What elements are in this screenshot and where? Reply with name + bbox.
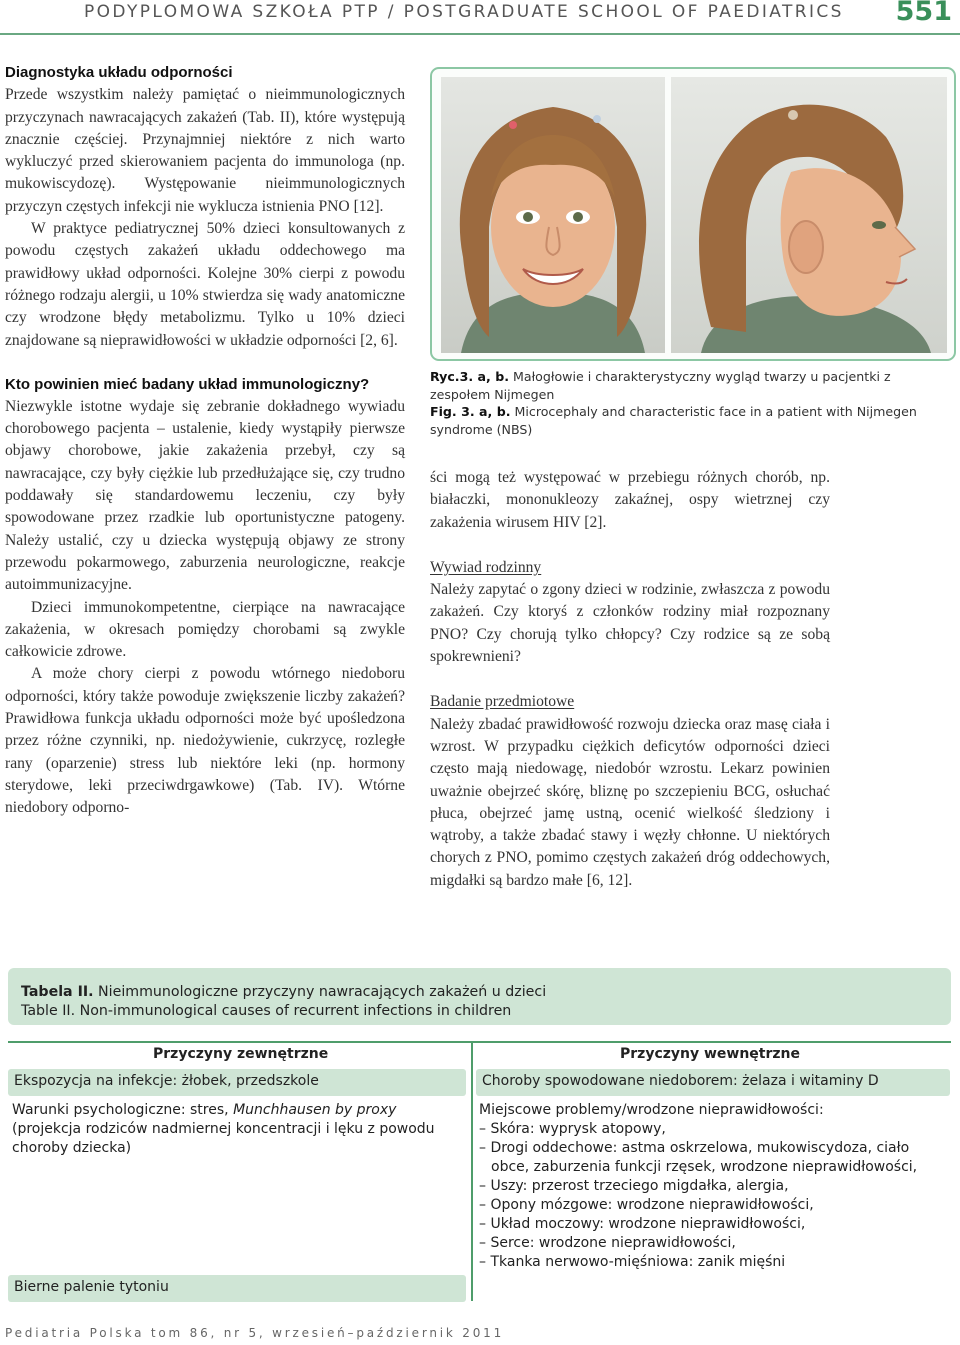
- figure-frame: [430, 67, 956, 361]
- page-number: 551: [895, 0, 952, 27]
- table-row-band: [8, 1069, 466, 1096]
- header-rule: [0, 33, 960, 35]
- list-item: – Opony mózgowe: wrodzone nieprawidłowości,: [479, 1197, 814, 1213]
- column-header-internal: Przyczyny wewnętrzne: [620, 1046, 801, 1062]
- caption-en-text: Microcephaly and characteristic face in a patient with Nijmegen syndrome (NBS): [430, 404, 917, 437]
- list-item: – Tkanka nerwowo-mięśniowa: zanik mięśni: [479, 1254, 786, 1270]
- running-head: PODYPLOMOWA SZKOŁA PTP / POSTGRADUATE SCHOOL OF PAEDIATRICS: [84, 2, 844, 22]
- table-title-box: [8, 968, 951, 1025]
- table-cell: Bierne palenie tytoniu: [14, 1279, 169, 1295]
- table-title-pl-label: Tabela II.: [21, 984, 94, 1000]
- causes-table: [8, 1041, 951, 1301]
- table-cell: Choroby spowodowane niedoborem: żelaza i witaminy D: [482, 1073, 879, 1089]
- table-top-rule: [8, 1041, 951, 1043]
- paragraph: Niezwykle istotne wydaje się zebranie dokładnego wywiadu chorobowego pacjenta – ustalenie, kiedy wystąpiły pierwsze objawy chorobowe, jakie zakażenia przebył, czy są nawracające, czy były ciężkie lub przedłużające się, czy trudno poddawały się standardowemu leczeniu, czy były spowodowane przez rzadkie lub oportunistyczne patogeny. Należy ustalić, czy u dziecka występują objawy ze strony przewodu pokarmowego, zaburzenia neurologiczne, reakcje autoimmunizacyjne.: [5, 397, 405, 594]
- table-column-divider: [471, 1041, 473, 1301]
- paragraph: A może chory cierpi z powodu wtórnego niedoboru odporności, który także powoduje zwiększenie liczby zakażeń? Prawidłowa funkcja układu odporności może być upośledzona przez różne czynniki, np. niedożywienie, cukrzycę, rozległe rany (oparzenie) stress lub niektóre leki (np. hormony sterydowe, leki przeciwdrgawkowe) (Tab. IV). Wtórne niedobory odporno-: [5, 665, 405, 817]
- table-cell: [479, 1101, 949, 1272]
- cell-text: Warunki psychologiczne: stres,: [12, 1102, 229, 1118]
- figure-caption: [430, 368, 952, 438]
- caption-en-label: Fig. 3. a, b.: [430, 404, 511, 419]
- table-row-band: [8, 1275, 466, 1302]
- paragraph: Przede wszystkim należy pamiętać o nieimmunologicznych przyczynach nawracających zakażeń (Tab. II), które występują znacznie częściej. Przynajmniej niektóre z nich warto wykluczyć przed skierowaniem pacjenta do immunologa (np. mukowiscydozę). Występowanie nieimmunologicznych przyczyn częstych infekcji nie wyklucza istnienia PNO [12].: [5, 86, 405, 215]
- footer-citation: Pediatria Polska tom 86, nr 5, wrzesień–październik 2011: [5, 1326, 505, 1340]
- left-column: [5, 62, 405, 820]
- subheading-family-history: Wywiad rodzinny: [430, 558, 542, 576]
- subheading-physical-exam: Badanie przedmiotowe: [430, 693, 575, 711]
- list-item: – Skóra: wyprysk atopowy,: [479, 1121, 666, 1137]
- section-heading-who-tested: Kto powinien mieć badany układ immunologiczny?: [5, 375, 370, 393]
- cell-text-emphasis: Munchhausen by proxy: [233, 1102, 397, 1118]
- list-item: – Serce: wrodzone nieprawidłowości,: [479, 1235, 736, 1251]
- table-cell: [12, 1101, 460, 1158]
- cell-list: [479, 1120, 949, 1272]
- table-cell: Ekspozycja na infekcje: żłobek, przedszkole: [14, 1073, 319, 1089]
- patient-photo-profile: [671, 77, 947, 353]
- caption-pl-text: Małogłowie i charakterystyczny wygląd twarzy u pacjentki z zespołem Nijmegen: [430, 369, 891, 402]
- paragraph: Należy zapytać o zgony dzieci w rodzinie, zwłaszcza z powodu zakażeń. Czy ktoryś z członków rodziny miał rozpoznany PNO? Czy chorują tylko chłopcy? Czy rodzice są ze sobą spokrewnieni?: [430, 581, 830, 666]
- table-title-en: Non-immunological causes of recurrent infections in children: [79, 1003, 512, 1019]
- paragraph: Dzieci immunokompetentne, cierpiące na nawracające zakażenia, w okresach pomiędzy chorobami są zwykle całkowicie zdrowe.: [5, 598, 405, 661]
- table-row-band: [476, 1069, 950, 1096]
- table-title-pl: Nieimmunologiczne przyczyny nawracających zakażeń u dzieci: [98, 984, 547, 1000]
- caption-pl-label: Ryc.3. a, b.: [430, 369, 509, 384]
- paragraph: W praktyce pediatrycznej 50% dzieci konsultowanych z powodu częstych zakażeń układu oddechowego ma prawidłowy układ odporności. Kolejne 30% cierpi z powodu różnego rodzaju alergii, u 10% stwierdza się wady anatomiczne czy wrodzone błędy metabolizmu. Tylko u 10% dzieci znajdowane są nieprawidłowości w układzie odporności [2, 6].: [5, 220, 405, 349]
- list-item: – Uszy: przerost trzeciego migdałka, alergia,: [479, 1178, 789, 1194]
- section-heading-diagnostics: Diagnostyka układu odporności: [5, 64, 233, 81]
- list-item: – Układ moczowy: wrodzone nieprawidłowości,: [479, 1216, 806, 1232]
- list-item: – Drogi oddechowe: astma oskrzelowa, mukowiscydoza, ciało obce, zaburzenia funkcji rzęsek, wrodzone nieprawidłowości,: [479, 1140, 918, 1175]
- patient-photo-frontal: [441, 77, 665, 353]
- column-header-external: Przyczyny zewnętrzne: [153, 1046, 329, 1062]
- cell-text: (projekcja rodziców nadmiernej koncentracji i lęku z powodu choroby dziecka): [12, 1121, 435, 1156]
- paragraph: Należy zbadać prawidłowość rozwoju dziecka oraz masę ciała i wzrost. W przypadku ciężkich deficytów odporności dzieci często mają niedowagę, niedobór wzrostu. Lekarz powinien uważnie obejrzeć skórę, bliznę po szczepieniu BCG, osłuchać płuca, obejrzeć jamę ustną, ocenić wielkość śledziony i wątroby, a także zbadać stawy i węzły chłonne. U niektórych chorych z PNO, pomimo częstych zakażeń dróg oddechowych, migdałki są bardzo małe [6, 12].: [430, 715, 830, 889]
- right-column: [430, 467, 830, 892]
- cell-title: Miejscowe problemy/wrodzone nieprawidłowości:: [479, 1102, 824, 1118]
- table-title-en-label: Table II.: [21, 1003, 76, 1019]
- paragraph: ści mogą też występować w przebiegu różnych chorób, np. białaczki, mononukleozy zakaźnej, ospy wietrznej czy zakażenia wirusem HIV [2].: [430, 469, 830, 531]
